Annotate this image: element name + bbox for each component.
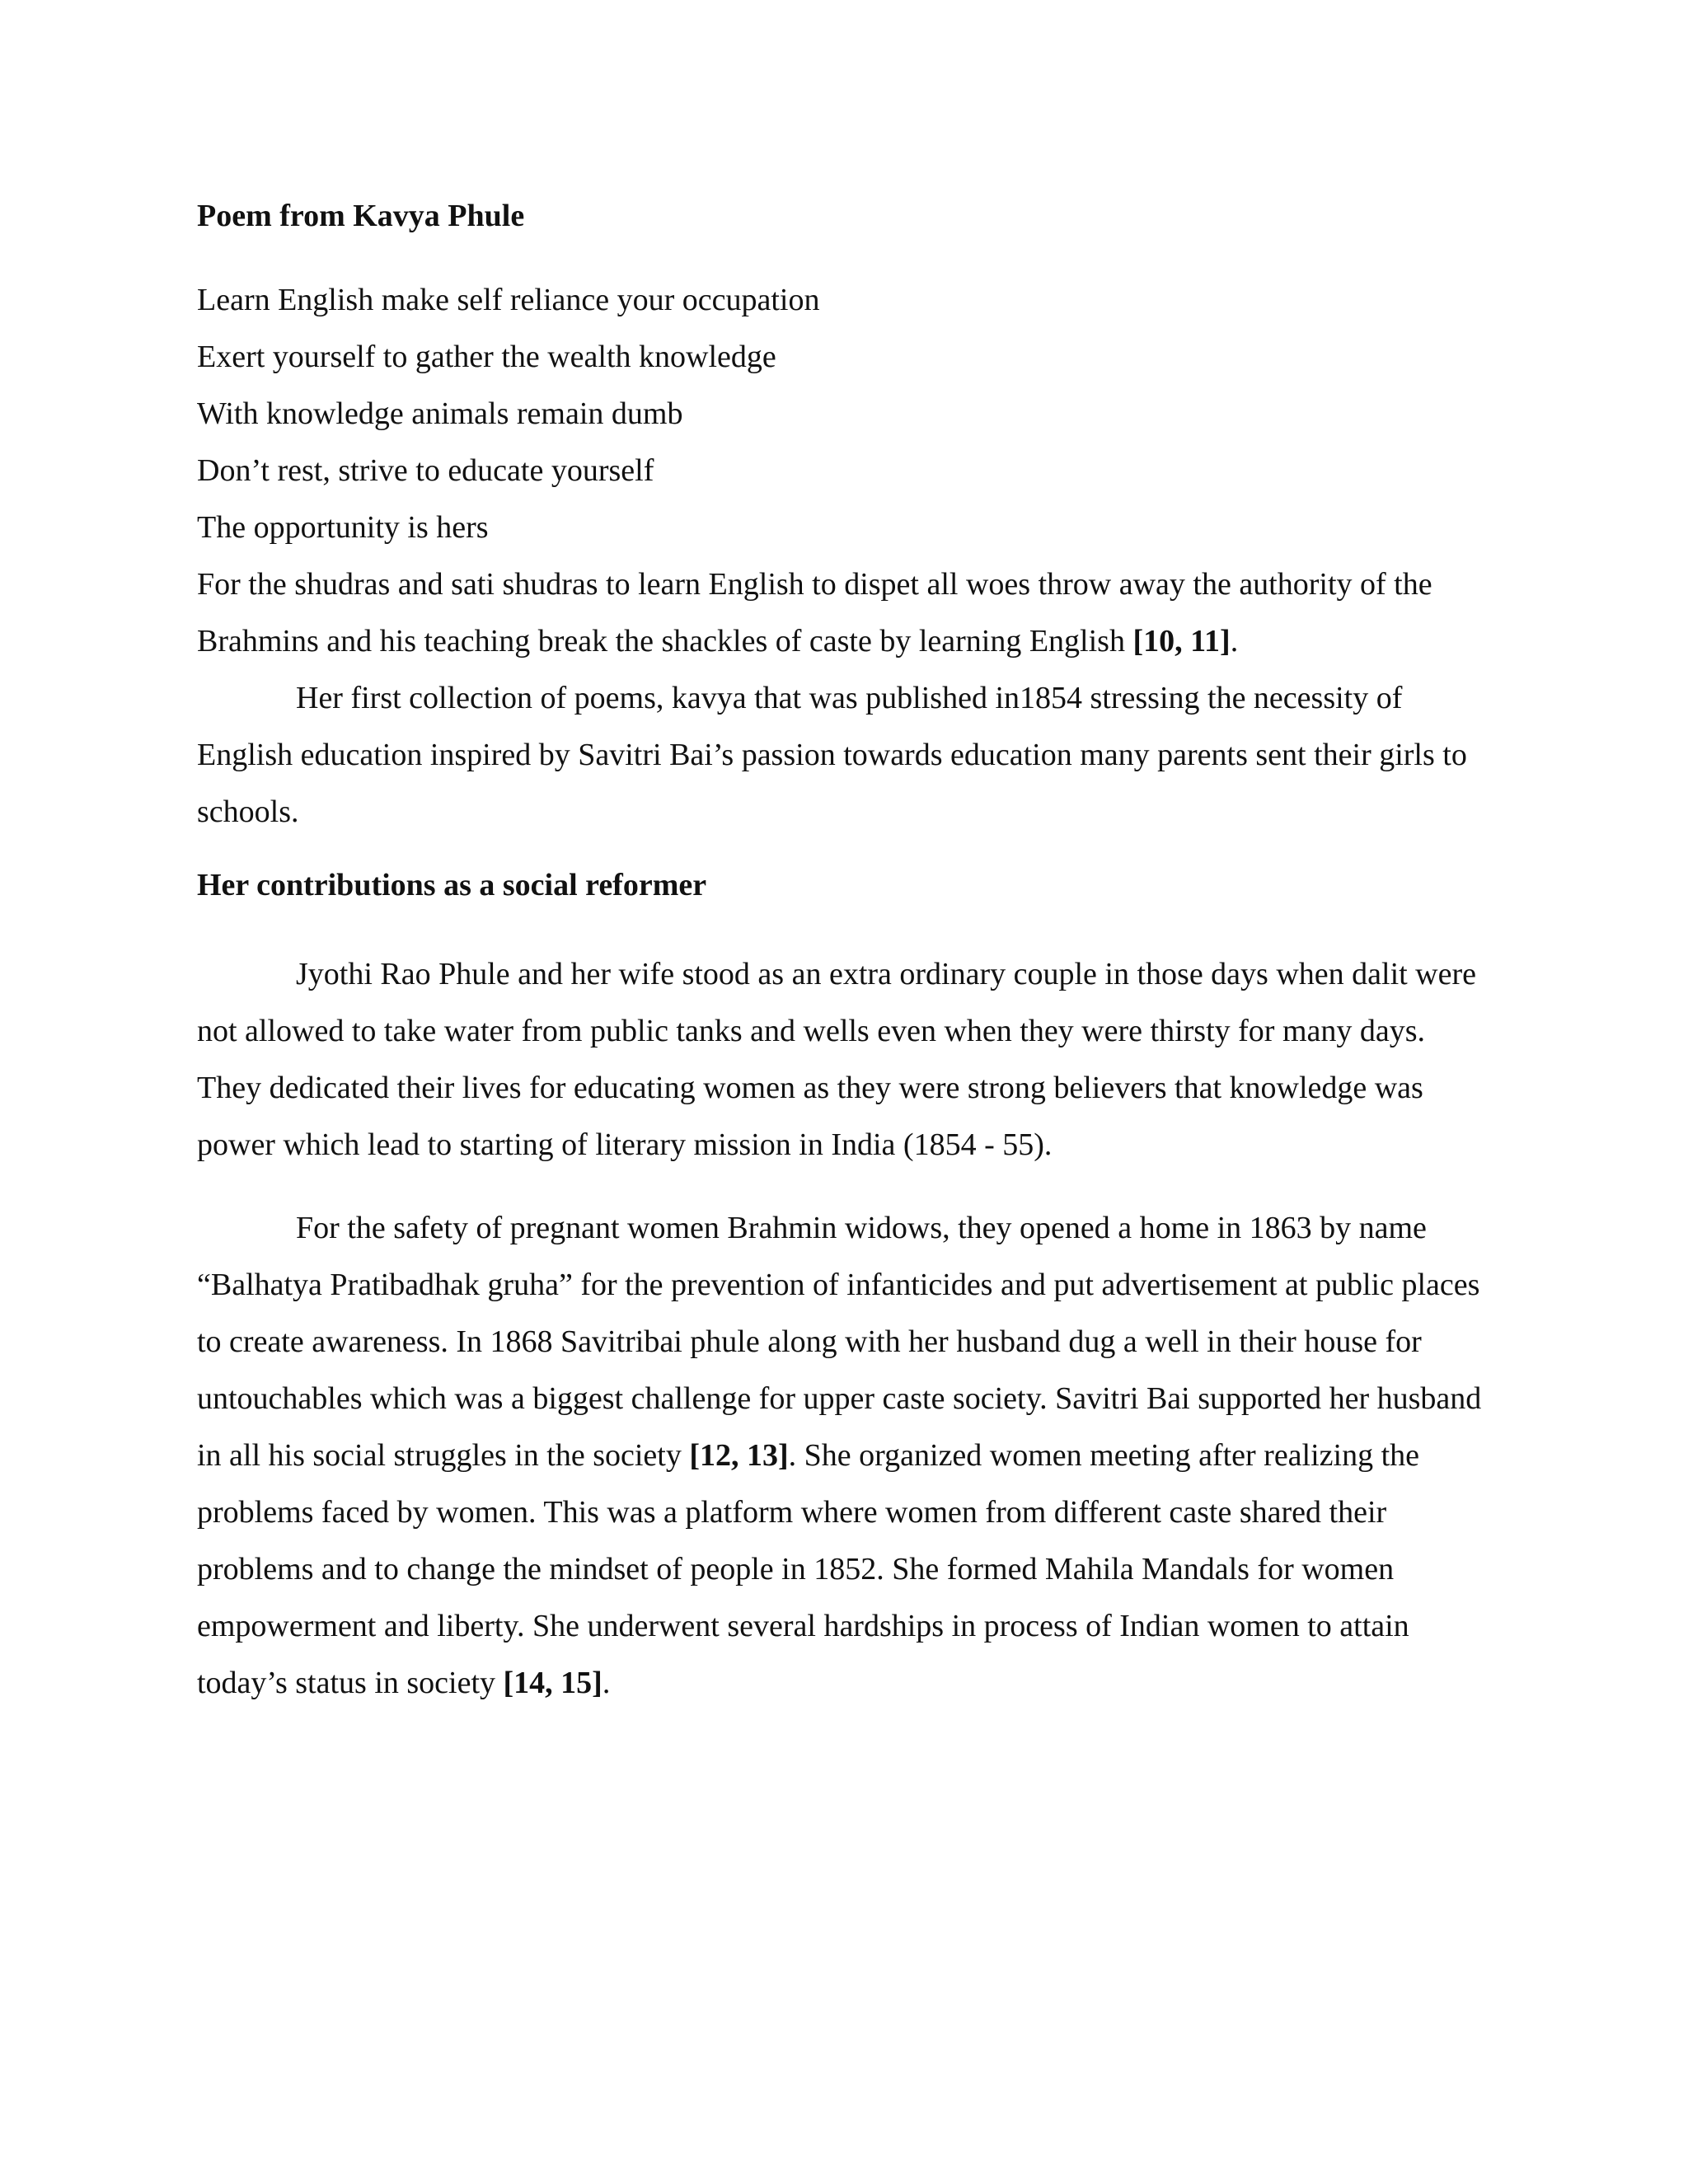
- paragraph-first-collection: Her first collection of poems, kavya that was published in1854 stressing the necessity of English education inspired by Savitri Bai’s passion towards education many parents sent their girls to schools.: [197, 681, 1467, 829]
- poem: [197, 272, 1483, 556]
- poem-line: Don’t rest, strive to educate yourself: [197, 453, 654, 488]
- citation: [12, 13]: [689, 1438, 789, 1473]
- section-heading-poem: Poem from Kavya Phule: [197, 199, 525, 233]
- paragraph-end: .: [602, 1666, 611, 1700]
- paragraph-shudras: [197, 556, 1483, 670]
- paragraph-text: For the shudras and sati shudras to learn English to dispet all woes throw away the authority of the Brahmins and his teaching break the shackles of caste by learning English: [197, 567, 1432, 658]
- poem-line: Exert yourself to gather the wealth knowledge: [197, 340, 776, 374]
- paragraph-safety: [197, 1200, 1483, 1712]
- document-page: [197, 194, 1483, 1712]
- paragraph-couple: Jyothi Rao Phule and her wife stood as an extra ordinary couple in those days when dalit were not allowed to take water from public tanks and wells even when they were thirsty for many days. They dedicated their lives for educating women as they were strong believers that knowledge was power which lead to starting of literary mission in India (1854 - 55).: [197, 957, 1477, 1162]
- paragraph-text: . She organized women meeting after realizing the problems faced by women. This was a platform where women from different caste shared their problems and to change the mindset of people in 1852. She formed Mahila Mandals for women empowerment and liberty. She underwent several hardships in process of Indian women to attain today’s status in society: [197, 1438, 1420, 1700]
- citation: [10, 11]: [1132, 624, 1231, 658]
- poem-line: Learn English make self reliance your occupation: [197, 283, 820, 317]
- poem-line: With knowledge animals remain dumb: [197, 396, 683, 431]
- poem-line: The opportunity is hers: [197, 510, 489, 545]
- section-heading-contributions: Her contributions as a social reformer: [197, 868, 707, 902]
- paragraph-text: For the safety of pregnant women Brahmin widows, they opened a home in 1863 by name “Balhatya Pratibadhak gruha” for the prevention of infanticides and put advertisement at public places to create awareness. In 1868 Savitribai phule along with her husband dug a well in their house for untouchables which was a biggest challenge for upper caste society. Savitri Bai supported her husband in all his social struggles in the society: [197, 1211, 1482, 1473]
- citation: [14, 15]: [503, 1666, 603, 1700]
- paragraph-end: .: [1230, 624, 1239, 658]
